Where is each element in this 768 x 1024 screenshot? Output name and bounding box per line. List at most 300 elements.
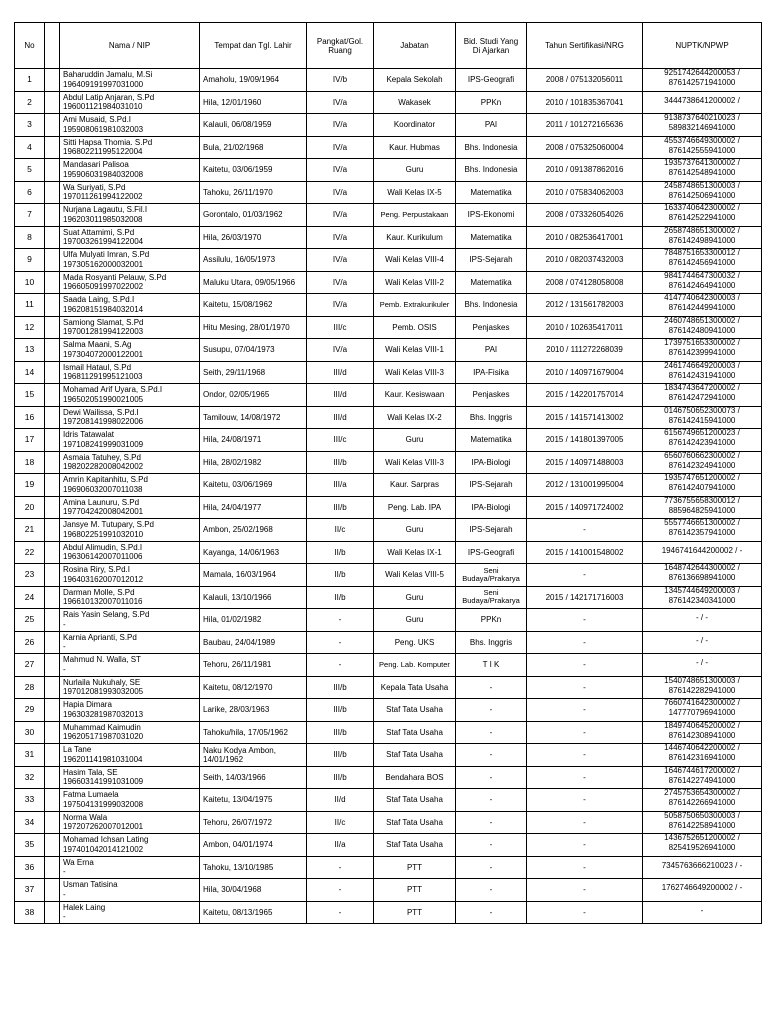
cell-tempat-tgl-lahir: Kaitetu, 03/06/1959 — [200, 159, 307, 182]
cell-bidang-studi: PPKn — [456, 609, 527, 632]
table-row — [15, 631, 762, 654]
table-row — [15, 564, 762, 587]
cell-nama: Rais Yasin Selang, S.Pd — [63, 610, 150, 620]
table-row — [15, 519, 762, 542]
cell-spacer — [45, 249, 60, 272]
cell-bidang-studi: PAI — [456, 339, 527, 362]
cell-bidang-studi: Bhs. Inggris — [456, 406, 527, 429]
cell-nama: Norma Wala — [63, 812, 108, 822]
cell-tempat-tgl-lahir: Hila, 24/04/1977 — [200, 496, 307, 519]
cell-nuptk: 1648742644300002 / — [664, 563, 740, 573]
cell-spacer — [45, 766, 60, 789]
cell-nama: Hasim Tala, SE — [63, 767, 118, 777]
cell-tempat-tgl-lahir: Kalauli, 06/08/1959 — [200, 114, 307, 137]
cell-nama-nip — [60, 159, 200, 182]
cell-tempat-tgl-lahir: Ambon, 25/02/1968 — [200, 519, 307, 542]
cell-nip: 196610132007011016 — [63, 597, 143, 607]
table-row — [15, 586, 762, 609]
cell-tempat-tgl-lahir: Naku Kodya Ambon, 14/01/1962 — [200, 744, 307, 767]
cell-npwp: 876142423941000 — [668, 438, 736, 448]
cell-nip: 196409191997031000 — [63, 79, 144, 89]
cell-jabatan: Wali Kelas VIII-3 — [374, 361, 456, 384]
cell-nama: Muhammad Kaimudin — [63, 722, 141, 732]
cell-nama: Sitti Hapsa Thomia. S.Pd — [63, 137, 153, 147]
cell-nuptk-npwp — [643, 631, 762, 654]
cell-nama: Ami Musaid, S.Pd.I — [63, 115, 132, 125]
cell-nuptk-npwp — [643, 226, 762, 249]
cell-bidang-studi: - — [456, 721, 527, 744]
cell-nuptk-npwp — [643, 271, 762, 294]
cell-jabatan: Pemb. OSIS — [374, 316, 456, 339]
cell-nama-nip — [60, 766, 200, 789]
cell-nip: - — [63, 889, 66, 899]
cell-nama: Mandasari Palisoa — [63, 160, 129, 170]
cell-nama: Usman Tatisina — [63, 880, 118, 890]
cell-npwp: 876142415941000 — [668, 415, 736, 425]
cell-pangkat: II/c — [307, 811, 374, 834]
cell-nip: 196303281987032013 — [63, 709, 144, 719]
cell-nuptk-npwp — [643, 721, 762, 744]
cell-pangkat: III/c — [307, 429, 374, 452]
table-row — [15, 496, 762, 519]
cell-pangkat: II/c — [307, 519, 374, 542]
cell-tempat-tgl-lahir: Hila, 24/08/1971 — [200, 429, 307, 452]
table-row — [15, 474, 762, 497]
cell-sertifikasi: 2010 / 102635417011 — [527, 316, 643, 339]
cell-tempat-tgl-lahir: Ambon, 04/01/1974 — [200, 834, 307, 857]
cell-nama: Mada Rosyanti Pelauw, S.Pd — [63, 272, 167, 282]
table-row — [15, 654, 762, 677]
cell-pangkat: - — [307, 654, 374, 677]
table-row — [15, 114, 762, 137]
cell-nama-nip — [60, 901, 200, 924]
cell-no: 3 — [15, 114, 45, 137]
cell-no: 36 — [15, 856, 45, 879]
cell-nama: Mohamad Ichsan Lating — [63, 835, 149, 845]
cell-nuptk: 1935747651200002 / — [664, 473, 740, 483]
cell-nip: - — [63, 912, 66, 922]
cell-pangkat: II/b — [307, 564, 374, 587]
cell-bidang-studi: Matematika — [456, 429, 527, 452]
cell-no: 15 — [15, 384, 45, 407]
cell-bidang-studi: - — [456, 834, 527, 857]
cell-nama-nip — [60, 451, 200, 474]
cell-nama-nip — [60, 631, 200, 654]
cell-bidang-studi: Penjaskes — [456, 384, 527, 407]
cell-spacer — [45, 406, 60, 429]
cell-bidang-studi: - — [456, 901, 527, 924]
table-row — [15, 676, 762, 699]
cell-spacer — [45, 654, 60, 677]
cell-npwp: 876142308941000 — [668, 730, 736, 740]
cell-spacer — [45, 69, 60, 92]
cell-jabatan: Guru — [374, 429, 456, 452]
cell-no: 12 — [15, 316, 45, 339]
cell-nip: 197504131999032008 — [63, 799, 144, 809]
cell-nip: 197012081993032005 — [63, 687, 144, 697]
cell-tempat-tgl-lahir: Hila, 26/03/1970 — [200, 226, 307, 249]
cell-nuptk-npwp — [643, 181, 762, 204]
cell-sertifikasi: 2008 / 074128058008 — [527, 271, 643, 294]
cell-nuptk-npwp — [643, 451, 762, 474]
cell-nuptk-npwp — [643, 766, 762, 789]
cell-nip: - — [63, 664, 66, 674]
cell-pangkat: IV/a — [307, 114, 374, 137]
cell-spacer — [45, 676, 60, 699]
cell-nuptk: 1762746649200002 / - — [661, 883, 743, 893]
cell-pangkat: III/b — [307, 676, 374, 699]
cell-sertifikasi: - — [527, 699, 643, 722]
cell-tempat-tgl-lahir: Mamala, 16/03/1964 — [200, 564, 307, 587]
cell-nuptk-npwp — [643, 879, 762, 902]
cell-nama: Saada Laing, S.Pd.I — [63, 295, 135, 305]
cell-nama: Mahmud N. Walla, ST — [63, 655, 141, 665]
cell-sertifikasi: 2010 / 091387862016 — [527, 159, 643, 182]
cell-spacer — [45, 271, 60, 294]
table-row — [15, 384, 762, 407]
header-bidang-studi — [456, 23, 527, 69]
cell-nuptk-npwp — [643, 249, 762, 272]
cell-no: 14 — [15, 361, 45, 384]
cell-nuptk: 2458748651300003 / — [664, 181, 740, 190]
cell-spacer — [45, 361, 60, 384]
cell-npwp: 876142357941000 — [668, 528, 736, 538]
cell-bidang-studi: - — [456, 676, 527, 699]
table-row — [15, 879, 762, 902]
cell-npwp: 876142282941000 — [668, 685, 736, 695]
cell-spacer — [45, 91, 60, 114]
cell-no: 13 — [15, 339, 45, 362]
cell-bidang-studi: - — [456, 811, 527, 834]
cell-nama-nip — [60, 564, 200, 587]
cell-npwp: 876142449941000 — [668, 303, 736, 313]
table-row — [15, 249, 762, 272]
cell-pangkat: II/a — [307, 834, 374, 857]
cell-nuptk-npwp — [643, 294, 762, 317]
cell-npwp: 876142266941000 — [668, 798, 736, 808]
cell-nama: Jansye M. Tutupary, S.Pd — [63, 520, 155, 530]
cell-npwp: 876142399941000 — [668, 348, 736, 358]
cell-nuptk-npwp — [643, 834, 762, 857]
cell-jabatan: Bendahara BOS — [374, 766, 456, 789]
cell-tempat-tgl-lahir: Tahoku/hila, 17/05/1962 — [200, 721, 307, 744]
cell-jabatan: Wali Kelas IX-2 — [374, 406, 456, 429]
cell-nuptk-npwp — [643, 744, 762, 767]
header-spacer — [45, 23, 60, 69]
cell-nama-nip — [60, 834, 200, 857]
cell-sertifikasi: 2015 / 141571413002 — [527, 406, 643, 429]
table-row — [15, 316, 762, 339]
cell-tempat-tgl-lahir: Seith, 29/11/1968 — [200, 361, 307, 384]
cell-no: 4 — [15, 136, 45, 159]
cell-spacer — [45, 609, 60, 632]
cell-nuptk-npwp — [643, 159, 762, 182]
cell-no: 38 — [15, 901, 45, 924]
cell-nuptk: 1540748651300003 / — [664, 676, 740, 685]
cell-no: 29 — [15, 699, 45, 722]
cell-jabatan: Staf Tata Usaha — [374, 789, 456, 812]
cell-nuptk: 9251742644200053 / — [664, 68, 740, 78]
cell-npwp: 876142340341000 — [668, 595, 736, 605]
cell-no: 22 — [15, 541, 45, 564]
cell-jabatan: Peng. Lab. IPA — [374, 496, 456, 519]
cell-jabatan: Peng. Lab. Komputer — [374, 654, 456, 677]
cell-jabatan: Wali Kelas IX-1 — [374, 541, 456, 564]
cell-no: 31 — [15, 744, 45, 767]
cell-nip: 197011261994122002 — [63, 192, 143, 202]
cell-pangkat: III/b — [307, 766, 374, 789]
cell-spacer — [45, 834, 60, 857]
table-row — [15, 271, 762, 294]
cell-pangkat: - — [307, 856, 374, 879]
cell-tempat-tgl-lahir: Hila, 12/01/1960 — [200, 91, 307, 114]
cell-nama-nip — [60, 789, 200, 812]
cell-nuptk: 4553746649300002 / — [664, 136, 740, 145]
cell-bidang-studi: IPS-Geografi — [456, 69, 527, 92]
cell-npwp: 147770796941000 — [668, 708, 736, 718]
cell-sertifikasi: 2008 / 075132056011 — [527, 69, 643, 92]
cell-nuptk: 1946741644200002 / - — [661, 545, 743, 555]
cell-pangkat: IV/a — [307, 136, 374, 159]
cell-nuptk: 9841744647300032 / — [664, 271, 740, 280]
cell-npwp: 876142407941000 — [668, 483, 736, 493]
cell-tempat-tgl-lahir: Gorontalo, 01/03/1962 — [200, 204, 307, 227]
cell-nip: 196811291995121003 — [63, 372, 143, 382]
cell-bidang-studi: Bhs. Indonesia — [456, 136, 527, 159]
cell-spacer — [45, 699, 60, 722]
cell-pangkat: III/b — [307, 721, 374, 744]
cell-pangkat: IV/a — [307, 294, 374, 317]
cell-spacer — [45, 474, 60, 497]
cell-spacer — [45, 564, 60, 587]
cell-tempat-tgl-lahir: Tamilouw, 14/08/1972 — [200, 406, 307, 429]
cell-nama-nip — [60, 879, 200, 902]
cell-npwp: 876142464941000 — [668, 280, 736, 290]
cell-nuptk-npwp — [643, 316, 762, 339]
cell-npwp: 876142480941000 — [668, 325, 736, 335]
table-header — [15, 23, 762, 69]
cell-sertifikasi: 2015 / 142201757014 — [527, 384, 643, 407]
cell-nuptk: 1849740645200002 / — [664, 721, 740, 730]
cell-nama-nip — [60, 249, 200, 272]
cell-jabatan: Wali Kelas VIII-4 — [374, 249, 456, 272]
cell-npwp: 876142316941000 — [668, 753, 736, 763]
cell-nama: Samiong Slamat, S.Pd — [63, 317, 144, 327]
cell-nuptk-npwp — [643, 699, 762, 722]
cell-spacer — [45, 631, 60, 654]
cell-pangkat: IV/a — [307, 249, 374, 272]
cell-pangkat: III/d — [307, 384, 374, 407]
cell-npwp: 876142498941000 — [668, 235, 736, 245]
cell-nama: Hapia Dimara — [63, 700, 112, 710]
cell-spacer — [45, 339, 60, 362]
cell-nuptk-npwp — [643, 69, 762, 92]
cell-nip: 197003261994122004 — [63, 237, 144, 247]
cell-jabatan: Pemb. Extrakurikuler — [374, 294, 456, 317]
table-row — [15, 789, 762, 812]
cell-pangkat: III/a — [307, 474, 374, 497]
table-row — [15, 721, 762, 744]
cell-nama-nip — [60, 609, 200, 632]
cell-nama-nip — [60, 204, 200, 227]
cell-nuptk: 7736755658300012 / — [664, 496, 740, 505]
cell-nama-nip — [60, 811, 200, 834]
table-row — [15, 181, 762, 204]
cell-tempat-tgl-lahir: Hila, 30/04/1968 — [200, 879, 307, 902]
cell-nip: 196603141991031009 — [63, 777, 144, 787]
cell-spacer — [45, 429, 60, 452]
table-row — [15, 699, 762, 722]
cell-spacer — [45, 496, 60, 519]
cell-sertifikasi: 2010 / 075834062003 — [527, 181, 643, 204]
cell-npwp: 876142555941000 — [668, 145, 736, 155]
cell-nama-nip — [60, 339, 200, 362]
header-nama-nip: Nama / NIP — [60, 23, 200, 69]
cell-nama: Wa Suriyati, S.Pd — [63, 182, 126, 192]
cell-nama-nip — [60, 181, 200, 204]
cell-npwp: 876142456941000 — [668, 258, 736, 268]
cell-spacer — [45, 721, 60, 744]
cell-sertifikasi: 2008 / 073326054026 — [527, 204, 643, 227]
cell-no: 16 — [15, 406, 45, 429]
cell-sertifikasi: 2012 / 131001995004 — [527, 474, 643, 497]
cell-sertifikasi: 2010 / 082536417001 — [527, 226, 643, 249]
cell-nip: 197304072000122001 — [63, 349, 144, 359]
cell-no: 9 — [15, 249, 45, 272]
cell-nama: Abdul Latip Anjaran, S.Pd — [63, 92, 155, 102]
cell-nama-nip — [60, 114, 200, 137]
cell-nuptk-npwp — [643, 564, 762, 587]
cell-nama: Amrin Kapitanhitu, S.Pd — [63, 475, 148, 485]
cell-nip: 197207262007012001 — [63, 822, 144, 832]
cell-tempat-tgl-lahir: Maluku Utara, 09/05/1966 — [200, 271, 307, 294]
cell-nuptk-npwp — [643, 474, 762, 497]
cell-nip: 196605091997022002 — [63, 282, 144, 292]
cell-bidang-studi: - — [456, 744, 527, 767]
cell-nama-nip — [60, 654, 200, 677]
cell-nuptk: 1446740642200002 / — [664, 743, 740, 753]
cell-nama: Salma Maani, S.Ag — [63, 340, 132, 350]
cell-tempat-tgl-lahir: Bula, 21/02/1968 — [200, 136, 307, 159]
cell-nuptk-npwp — [643, 676, 762, 699]
cell-bidang-studi: Bhs. Indonesia — [456, 159, 527, 182]
cell-jabatan: Kepala Sekolah — [374, 69, 456, 92]
cell-sertifikasi: - — [527, 721, 643, 744]
cell-tempat-tgl-lahir: Kaitetu, 08/12/1970 — [200, 676, 307, 699]
cell-no: 7 — [15, 204, 45, 227]
header-jabatan: Jabatan — [374, 23, 456, 69]
cell-no: 1 — [15, 69, 45, 92]
cell-pangkat: III/b — [307, 699, 374, 722]
cell-bidang-studi: Seni Budaya/Prakarya — [456, 564, 527, 587]
header-bidang-line2: Di Ajarkan — [472, 45, 510, 55]
cell-nama-nip — [60, 384, 200, 407]
cell-nuptk: 7345763666210023 / - — [661, 860, 743, 870]
cell-bidang-studi: - — [456, 699, 527, 722]
cell-tempat-tgl-lahir: Tahoku, 26/11/1970 — [200, 181, 307, 204]
cell-bidang-studi: PPKn — [456, 91, 527, 114]
table-row — [15, 339, 762, 362]
cell-nuptk-npwp — [643, 406, 762, 429]
cell-jabatan: Wali Kelas VIII-3 — [374, 451, 456, 474]
cell-pangkat: II/b — [307, 586, 374, 609]
cell-nip: 196802211995122004 — [63, 147, 143, 157]
cell-nuptk: 1646744617200002 / — [664, 766, 740, 775]
cell-nama-nip — [60, 271, 200, 294]
cell-jabatan: Staf Tata Usaha — [374, 721, 456, 744]
cell-bidang-studi: Matematika — [456, 181, 527, 204]
cell-nuptk-npwp — [643, 114, 762, 137]
cell-nuptk: 3444738641200002 / — [664, 95, 740, 105]
cell-nuptk: 2460748651300002 / — [664, 316, 740, 325]
cell-jabatan: Staf Tata Usaha — [374, 811, 456, 834]
cell-sertifikasi: 2010 / 111272268039 — [527, 339, 643, 362]
cell-no: 33 — [15, 789, 45, 812]
cell-nama: Dewi Wailissa, S.Pd.I — [63, 407, 139, 417]
cell-nama-nip — [60, 294, 200, 317]
cell-nama: La Tane — [63, 745, 92, 755]
cell-jabatan: Staf Tata Usaha — [374, 699, 456, 722]
cell-jabatan: PTT — [374, 879, 456, 902]
cell-sertifikasi: 2008 / 075325060004 — [527, 136, 643, 159]
cell-nama: Idris Tatawalat — [63, 430, 114, 440]
cell-sertifikasi: - — [527, 879, 643, 902]
cell-nuptk: 1633740642300002 / — [664, 203, 740, 213]
cell-nama-nip — [60, 676, 200, 699]
table-row — [15, 541, 762, 564]
cell-no: 32 — [15, 766, 45, 789]
table-body — [15, 69, 762, 924]
cell-nip: 196208151984032014 — [63, 304, 144, 314]
cell-nuptk: 7660741642300002 / — [664, 698, 740, 708]
cell-spacer — [45, 204, 60, 227]
cell-npwp: 876142274941000 — [668, 775, 736, 785]
cell-bidang-studi: Seni Budaya/Prakarya — [456, 586, 527, 609]
cell-nuptk: 2461746649200003 / — [664, 361, 740, 370]
cell-no: 19 — [15, 474, 45, 497]
cell-bidang-studi: IPS-Sejarah — [456, 249, 527, 272]
teacher-staff-table-sheet — [14, 22, 761, 924]
cell-sertifikasi: - — [527, 654, 643, 677]
cell-nuptk-npwp — [643, 586, 762, 609]
cell-nuptk-npwp — [643, 204, 762, 227]
cell-nama-nip — [60, 429, 200, 452]
cell-nama-nip — [60, 541, 200, 564]
cell-nuptk: 2745753654300002 / — [664, 788, 740, 798]
cell-npwp: 876142522941000 — [668, 213, 736, 223]
cell-nip: - — [63, 619, 66, 629]
cell-nuptk-npwp — [643, 496, 762, 519]
cell-npwp: 876142472941000 — [668, 393, 736, 403]
cell-jabatan: Staf Tata Usaha — [374, 744, 456, 767]
cell-no: 35 — [15, 834, 45, 857]
table-row — [15, 811, 762, 834]
cell-bidang-studi: PAI — [456, 114, 527, 137]
cell-nama: Abdul Alimudin, S.Pd.I — [63, 542, 143, 552]
cell-sertifikasi: - — [527, 564, 643, 587]
table-row — [15, 136, 762, 159]
cell-tempat-tgl-lahir: Ondor, 02/05/1965 — [200, 384, 307, 407]
cell-nama: Mohamad Arif Uyara, S.Pd.I — [63, 385, 163, 395]
cell-nuptk: - / - — [696, 658, 708, 668]
cell-bidang-studi: - — [456, 879, 527, 902]
cell-jabatan: Wali Kelas IX-5 — [374, 181, 456, 204]
cell-bidang-studi: Bhs. Inggris — [456, 631, 527, 654]
cell-tempat-tgl-lahir: Susupu, 07/04/1973 — [200, 339, 307, 362]
cell-bidang-studi: Penjaskes — [456, 316, 527, 339]
cell-nuptk-npwp — [643, 429, 762, 452]
cell-jabatan: Wakasek — [374, 91, 456, 114]
